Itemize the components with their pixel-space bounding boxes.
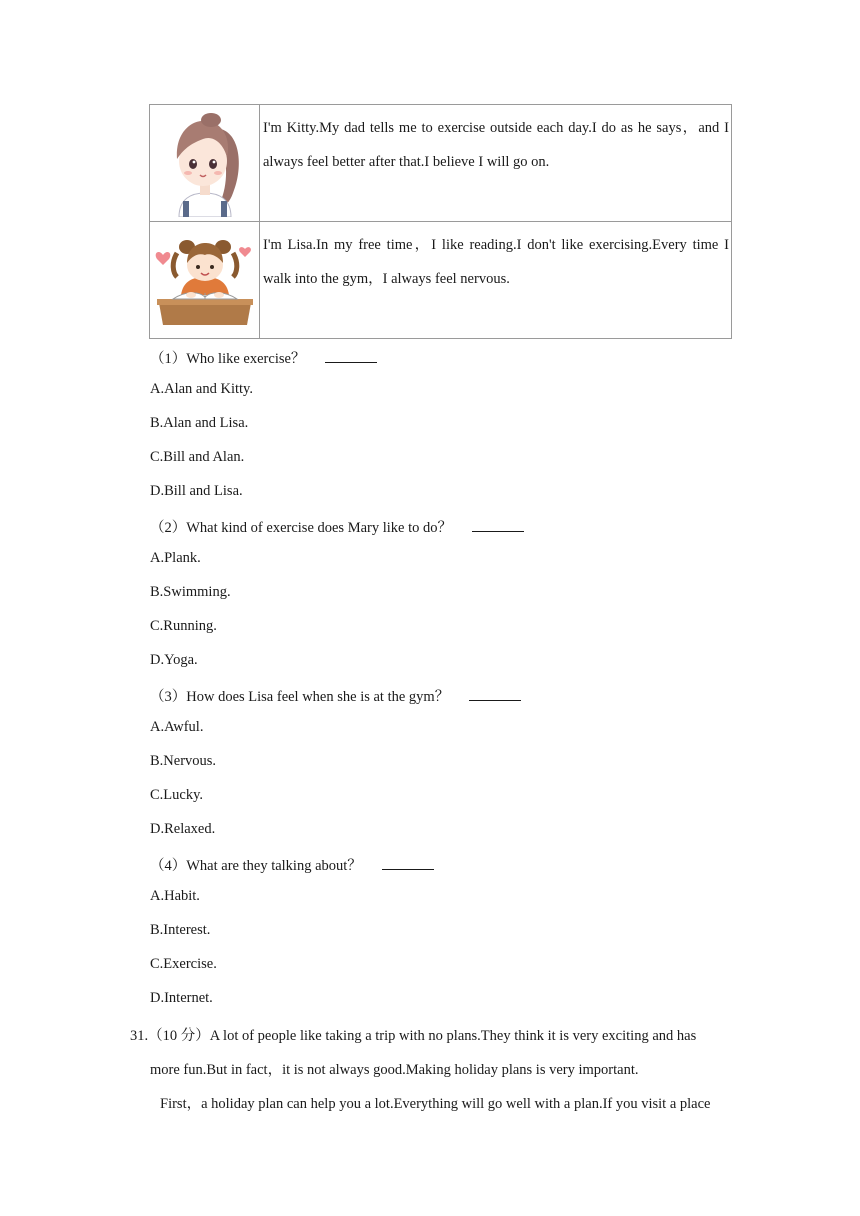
passage-31-line-2: more fun.But in fact，it is not always good.Making holiday plans is very important. xyxy=(150,1062,639,1078)
question-4-stem: （4）What are they talking about？ xyxy=(150,858,362,874)
question-3 xyxy=(150,685,521,706)
kitty-text: I'm Kitty.My dad tells me to exercise outside each day.I do as he says，and I always feel better after that.I believe I will go on. xyxy=(260,105,732,222)
q4-option-b: B.Interest. xyxy=(150,922,211,938)
lisa-text: I'm Lisa.In my free time，I like reading.I don't like exercising.Every time I walk into the gym，I always feel nervous. xyxy=(260,222,732,339)
q3-option-a: A.Awful. xyxy=(150,719,204,735)
passage-31-line-3: First，a holiday plan can help you a lot.Everything will go well with a plan.If you visit a place xyxy=(160,1096,711,1112)
profile-row-kitty xyxy=(150,105,732,222)
question-4 xyxy=(150,854,434,875)
answer-blank xyxy=(325,348,377,363)
q3-option-c: C.Lucky. xyxy=(150,787,204,803)
q2-option-a: A.Plank. xyxy=(150,550,201,566)
question-3-stem: （3）How does Lisa feel when she is at the gym？ xyxy=(150,689,450,705)
answer-blank xyxy=(469,686,521,701)
q3-option-b: B.Nervous. xyxy=(150,753,217,769)
question-2 xyxy=(150,516,524,537)
profile-table xyxy=(149,104,732,339)
answer-blank xyxy=(382,855,434,870)
kitty-picture-cell xyxy=(150,105,260,222)
q1-option-a: A.Alan and Kitty. xyxy=(150,381,253,397)
question-2-stem: （2）What kind of exercise does Mary like to do？ xyxy=(150,520,453,536)
q1-option-d: D.Bill and Lisa. xyxy=(150,483,243,499)
q1-option-c: C.Bill and Alan. xyxy=(150,449,245,465)
lisa-illustration xyxy=(153,233,257,327)
q2-option-d: D.Yoga. xyxy=(150,652,198,668)
answer-blank xyxy=(472,517,524,532)
passage-31-line-1 xyxy=(130,1024,696,1045)
passage-text: A lot of people like taking a trip with no plans.They think it is very exciting and has xyxy=(209,1028,697,1044)
q2-option-b: B.Swimming. xyxy=(150,584,231,600)
q4-option-d: D.Internet. xyxy=(150,990,213,1006)
question-1 xyxy=(150,347,377,368)
q4-option-a: A.Habit. xyxy=(150,888,200,904)
question-number: 31.（10 分） xyxy=(130,1028,210,1044)
q3-option-d: D.Relaxed. xyxy=(150,821,216,837)
q1-option-b: B.Alan and Lisa. xyxy=(150,415,249,431)
kitty-illustration xyxy=(163,109,247,217)
lisa-picture-cell xyxy=(150,222,260,339)
question-1-stem: （1）Who like exercise？ xyxy=(150,351,306,367)
q2-option-c: C.Running. xyxy=(150,618,217,634)
profile-row-lisa xyxy=(150,222,732,339)
q4-option-c: C.Exercise. xyxy=(150,956,217,972)
